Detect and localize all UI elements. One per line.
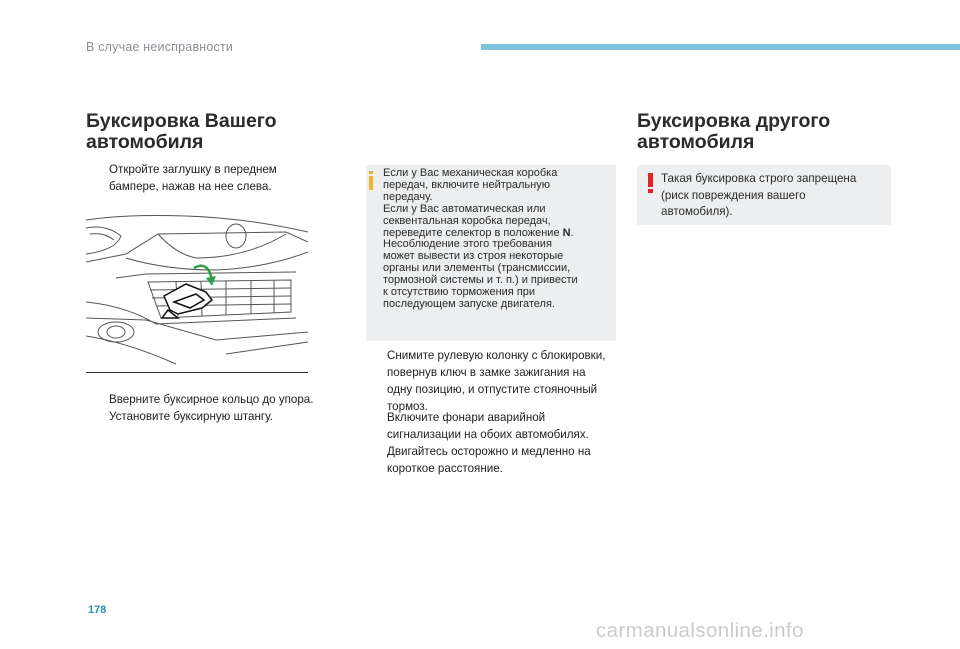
step-line: Снимите рулевую колонку с блокировки, xyxy=(387,349,606,362)
step-line: сигнализации на обоих автомобилях. xyxy=(387,428,589,441)
info-line: может вывести из строя некоторые xyxy=(383,250,564,263)
step-line: Включите фонари аварийной xyxy=(387,411,546,424)
step-hazard-lights xyxy=(366,409,631,443)
warning-box xyxy=(637,165,891,225)
step-line: Двигайтесь осторожно и медленно на xyxy=(387,445,591,458)
step-unlock-steering xyxy=(366,347,631,415)
info-line: Несоблюдение этого требования xyxy=(383,238,552,251)
title-line: автомобиля xyxy=(637,131,755,153)
info-line: Если у Вас автоматическая или xyxy=(383,202,546,215)
info-line: секвентальная коробка передач, xyxy=(383,214,551,227)
info-line: передач, включите нейтральную xyxy=(383,178,550,191)
step-open-cover xyxy=(88,161,338,195)
step-fit-bar xyxy=(88,408,348,425)
page-number: 178 xyxy=(88,604,107,616)
warning-line: Такая буксировка строго запрещена xyxy=(661,172,857,185)
towing-eye-illustration xyxy=(86,214,308,373)
info-note-box xyxy=(366,165,616,341)
title-line: автомобиля xyxy=(86,131,204,153)
step-line: Установите буксирную штангу. xyxy=(109,410,273,423)
info-line: Если у Вас механическая коробка xyxy=(383,167,558,179)
step-line: повернув ключ в замке зажигания на xyxy=(387,366,586,379)
warning-line: автомобиля). xyxy=(661,205,733,218)
info-line-text: . xyxy=(570,226,574,239)
info-line: последующем запуске двигателя. xyxy=(383,297,555,310)
gear-position-n: N xyxy=(562,226,571,239)
info-icon xyxy=(369,171,373,190)
towing-own-vehicle-title xyxy=(86,111,326,153)
info-line: тормозной системы и т. п.) и привести xyxy=(383,274,578,287)
info-line-text: переведите селектор в положение xyxy=(383,226,563,239)
section-header-title: В случае неисправности xyxy=(86,40,234,54)
step-drive-slowly xyxy=(366,443,631,477)
step-line: одну позицию, и отпустите стояночный xyxy=(387,383,598,396)
step-line: бампере, нажав на нее слева. xyxy=(109,180,272,193)
info-line: передачу. xyxy=(383,190,433,203)
step-line: тормоз. xyxy=(387,400,428,413)
warning-line: (риск повреждения вашего xyxy=(661,188,806,202)
info-line: к отсутствию торможения при xyxy=(383,286,536,299)
section-header-bar xyxy=(481,44,960,50)
title-line: Буксировка Вашего xyxy=(86,110,277,132)
watermark: carmanualsonline.info xyxy=(596,619,804,642)
title-line: Буксировка другого xyxy=(637,110,831,132)
warning-icon xyxy=(648,173,653,193)
towing-other-vehicle-title xyxy=(637,111,897,153)
step-screw-in-eye xyxy=(88,391,348,408)
car-front-drawing xyxy=(86,214,308,373)
step-line: короткое расстояние. xyxy=(387,462,503,475)
warning-text xyxy=(661,171,883,221)
info-note-text xyxy=(383,168,611,311)
step-line: Откройте заглушку в переднем xyxy=(109,163,277,176)
info-line: органы или элементы (трансмиссии, xyxy=(383,262,571,275)
step-line: Вверните буксирное кольцо до упора. xyxy=(109,393,314,406)
